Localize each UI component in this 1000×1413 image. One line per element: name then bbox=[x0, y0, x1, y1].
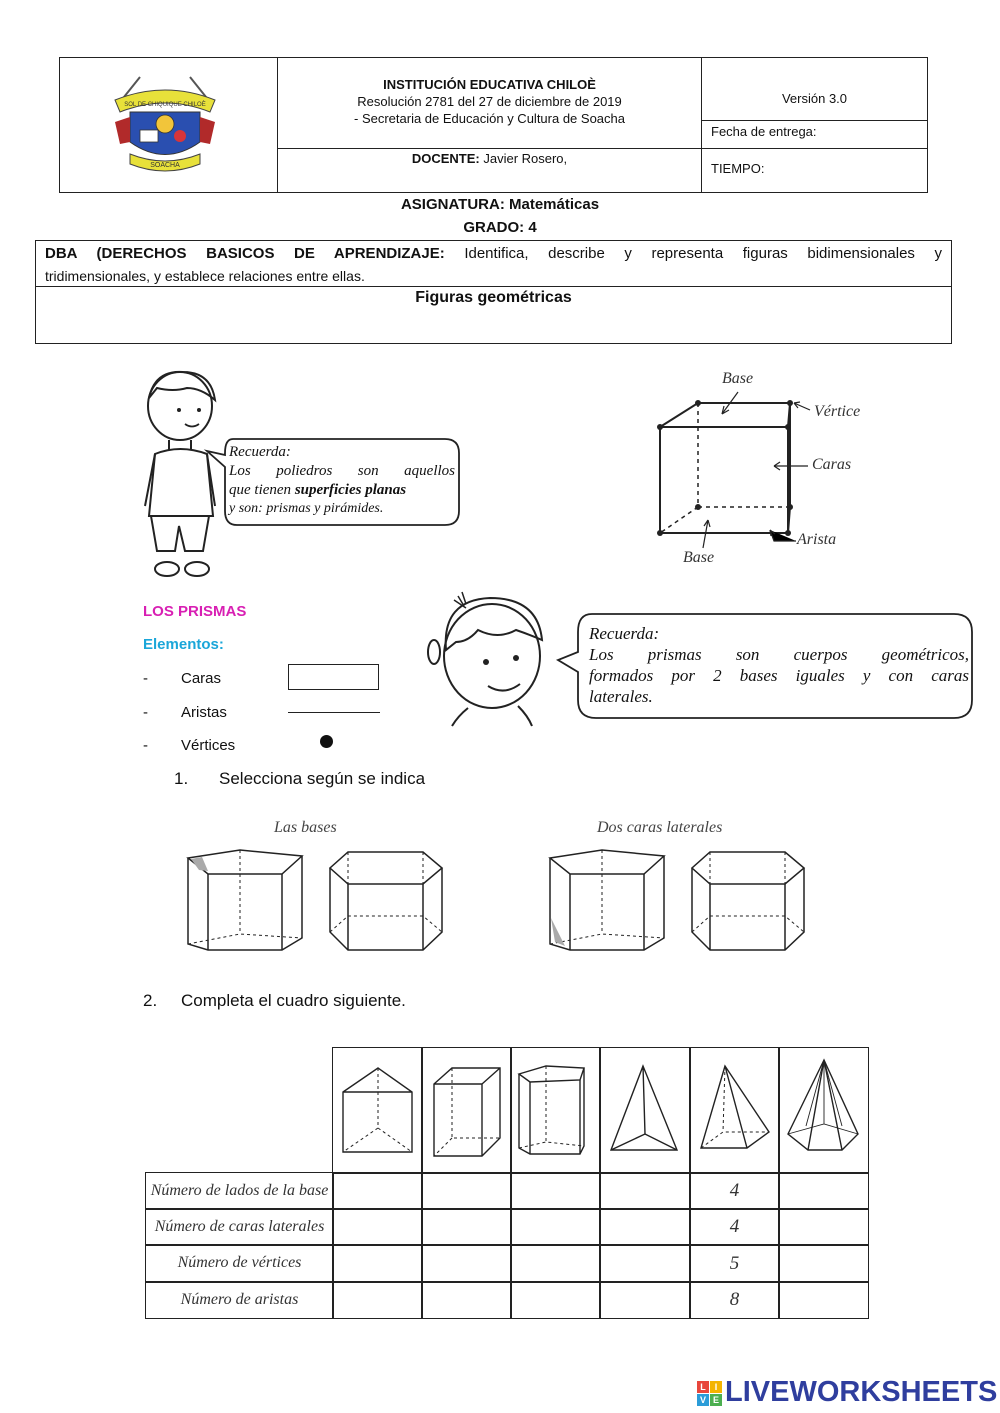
pentagonal-prism-bases[interactable] bbox=[185, 846, 315, 956]
logo-letter: L bbox=[697, 1381, 709, 1393]
row-label-cell bbox=[145, 1281, 334, 1319]
row-label: Número de lados de la base bbox=[150, 1182, 329, 1199]
bubble2-line1: Los prismas son cuerpos geométricos, bbox=[589, 645, 969, 664]
answer-cell[interactable] bbox=[778, 1172, 869, 1210]
cube-label-caras: Caras bbox=[812, 456, 852, 473]
logo-letter: V bbox=[697, 1394, 709, 1406]
logo-cell bbox=[59, 57, 278, 193]
pentagonal-pyramid-icon bbox=[784, 1058, 864, 1158]
cube-label-base-top: Base bbox=[722, 370, 754, 387]
aristas-symbol bbox=[288, 712, 380, 713]
answer-cell[interactable] bbox=[510, 1172, 601, 1210]
version-text: Versión 3.0 bbox=[781, 91, 848, 106]
dba-line2: tridimensionales, y establece relaciones entre ellas. bbox=[45, 268, 365, 284]
svg-text:SOL DE CHIQUIQUE CHILOÈ: SOL DE CHIQUIQUE CHILOÈ bbox=[124, 102, 206, 108]
boy-face-illustration bbox=[428, 590, 548, 730]
pentagonal-prism-icon bbox=[516, 1062, 596, 1162]
answer-cell[interactable] bbox=[421, 1244, 512, 1283]
answer-cell[interactable] bbox=[421, 1208, 512, 1246]
dba-text-1: Identifica, describe y representa figuras bidimensionales y bbox=[464, 245, 943, 262]
dba-label: DBA (DERECHOS BASICOS DE APRENDIZAJE: bbox=[45, 245, 445, 262]
answer-cell[interactable] bbox=[510, 1281, 601, 1319]
answer-cell[interactable] bbox=[332, 1244, 423, 1283]
answer-cell bbox=[689, 1281, 780, 1319]
tiempo-label: TIEMPO: bbox=[711, 161, 765, 176]
caption-caras-laterales: Dos caras laterales bbox=[597, 819, 723, 836]
topic-box bbox=[35, 286, 952, 344]
row-label: Número de vértices bbox=[177, 1254, 302, 1271]
docente-label: DOCENTE: bbox=[411, 151, 480, 166]
element-vertices-label: Vértices bbox=[181, 737, 236, 754]
bubble1-line2-text: que tienen bbox=[229, 482, 295, 498]
exercise2-number: 2. bbox=[143, 991, 158, 1010]
cube-label-vertice: Vértice bbox=[814, 403, 861, 420]
docente-name: Javier Rosero, bbox=[483, 151, 568, 166]
answer-cell[interactable] bbox=[599, 1244, 691, 1283]
row-label-cell bbox=[145, 1244, 334, 1283]
row-label: Número de aristas bbox=[180, 1291, 299, 1308]
grado-title: GRADO: 4 bbox=[463, 219, 537, 236]
answer-cell[interactable] bbox=[599, 1208, 691, 1246]
cell-value: 8 bbox=[729, 1289, 740, 1310]
cube-label-base-bottom: Base bbox=[683, 549, 715, 566]
answer-cell[interactable] bbox=[778, 1208, 869, 1246]
exercise1-number: 1. bbox=[174, 769, 189, 788]
version-cell bbox=[701, 57, 928, 121]
element-aristas-label: Aristas bbox=[181, 704, 227, 721]
answer-cell bbox=[689, 1172, 780, 1210]
row-label-cell bbox=[145, 1208, 334, 1246]
row-label-cell bbox=[145, 1172, 334, 1210]
caption-bases: Las bases bbox=[274, 819, 337, 836]
bubble1-bold-text: superficies planas bbox=[294, 482, 407, 498]
bubble2-line3: laterales. bbox=[589, 687, 653, 706]
answer-cell[interactable] bbox=[332, 1208, 423, 1246]
pentagonal-prism-faces[interactable] bbox=[547, 846, 677, 956]
bubble1-title: Recuerda: bbox=[229, 444, 291, 460]
asignatura-title: ASIGNATURA: Matemáticas bbox=[400, 196, 600, 213]
hexagonal-prism-bases[interactable] bbox=[328, 846, 448, 956]
cell-value: 5 bbox=[729, 1253, 740, 1274]
answer-cell[interactable] bbox=[510, 1208, 601, 1246]
triangular-prism-icon bbox=[338, 1062, 418, 1162]
docente-line bbox=[278, 151, 701, 166]
element-dash: - bbox=[143, 737, 148, 754]
cube-label-arista: Arista bbox=[797, 531, 837, 548]
square-pyramid-icon bbox=[695, 1062, 775, 1162]
bubble1-line2 bbox=[229, 482, 406, 499]
row-label: Número de caras laterales bbox=[154, 1218, 325, 1235]
school-logo bbox=[110, 72, 220, 182]
fecha-label: Fecha de entrega: bbox=[711, 124, 817, 139]
tiempo-cell bbox=[701, 148, 928, 193]
prismas-title: LOS PRISMAS bbox=[143, 603, 247, 620]
bubble2-line2: formados por 2 bases iguales y con caras bbox=[589, 666, 969, 685]
answer-cell[interactable] bbox=[332, 1281, 423, 1319]
cell-value: 4 bbox=[729, 1180, 740, 1201]
bubble2-title: Recuerda: bbox=[589, 624, 660, 643]
cell-value: 4 bbox=[729, 1216, 740, 1237]
institution-cell bbox=[277, 57, 702, 149]
topic-title: Figuras geométricas bbox=[415, 289, 572, 306]
element-dash: - bbox=[143, 704, 148, 721]
answer-cell[interactable] bbox=[599, 1172, 691, 1210]
answer-cell bbox=[689, 1244, 780, 1283]
hexagonal-prism-faces[interactable] bbox=[690, 846, 810, 956]
resolution-text: Resolución 2781 del 27 de diciembre de 2019 bbox=[357, 94, 622, 109]
answer-cell bbox=[689, 1208, 780, 1246]
fecha-cell bbox=[701, 120, 928, 149]
docente-cell bbox=[277, 148, 702, 193]
triangular-pyramid-icon bbox=[605, 1062, 685, 1162]
institution-name: INSTITUCIÓN EDUCATIVA CHILOÈ bbox=[383, 77, 596, 92]
dba-line1 bbox=[45, 245, 942, 262]
exercise1-text: Selecciona según se indica bbox=[219, 769, 426, 788]
element-dash: - bbox=[143, 670, 148, 687]
vertices-symbol bbox=[320, 735, 333, 748]
caras-symbol bbox=[288, 664, 379, 690]
logo-letter: I bbox=[710, 1381, 722, 1393]
answer-cell[interactable] bbox=[599, 1281, 691, 1319]
answer-cell[interactable] bbox=[510, 1244, 601, 1283]
answer-cell[interactable] bbox=[421, 1172, 512, 1210]
liveworksheets-logo-icon bbox=[697, 1381, 723, 1407]
exercise2-text: Completa el cuadro siguiente. bbox=[181, 991, 406, 1010]
bubble1-line3: y son: prismas y pirámides. bbox=[229, 501, 384, 516]
bubble1-line1: Los poliedros son aquellos bbox=[229, 463, 455, 479]
dba-box bbox=[35, 240, 952, 287]
svg-text:SOACHA: SOACHA bbox=[150, 162, 180, 169]
rectangular-prism-icon bbox=[428, 1062, 508, 1162]
answer-cell[interactable] bbox=[778, 1244, 869, 1283]
answer-cell[interactable] bbox=[421, 1281, 512, 1319]
element-caras-label: Caras bbox=[181, 670, 222, 687]
secretaria-text: - Secretaria de Educación y Cultura de Soacha bbox=[354, 111, 625, 126]
answer-cell[interactable] bbox=[332, 1172, 423, 1210]
answer-cell[interactable] bbox=[778, 1281, 869, 1319]
liveworksheets-watermark: LIVEWORKSHEETS bbox=[725, 1376, 998, 1408]
elementos-label: Elementos: bbox=[143, 636, 224, 653]
logo-letter: E bbox=[710, 1394, 722, 1406]
